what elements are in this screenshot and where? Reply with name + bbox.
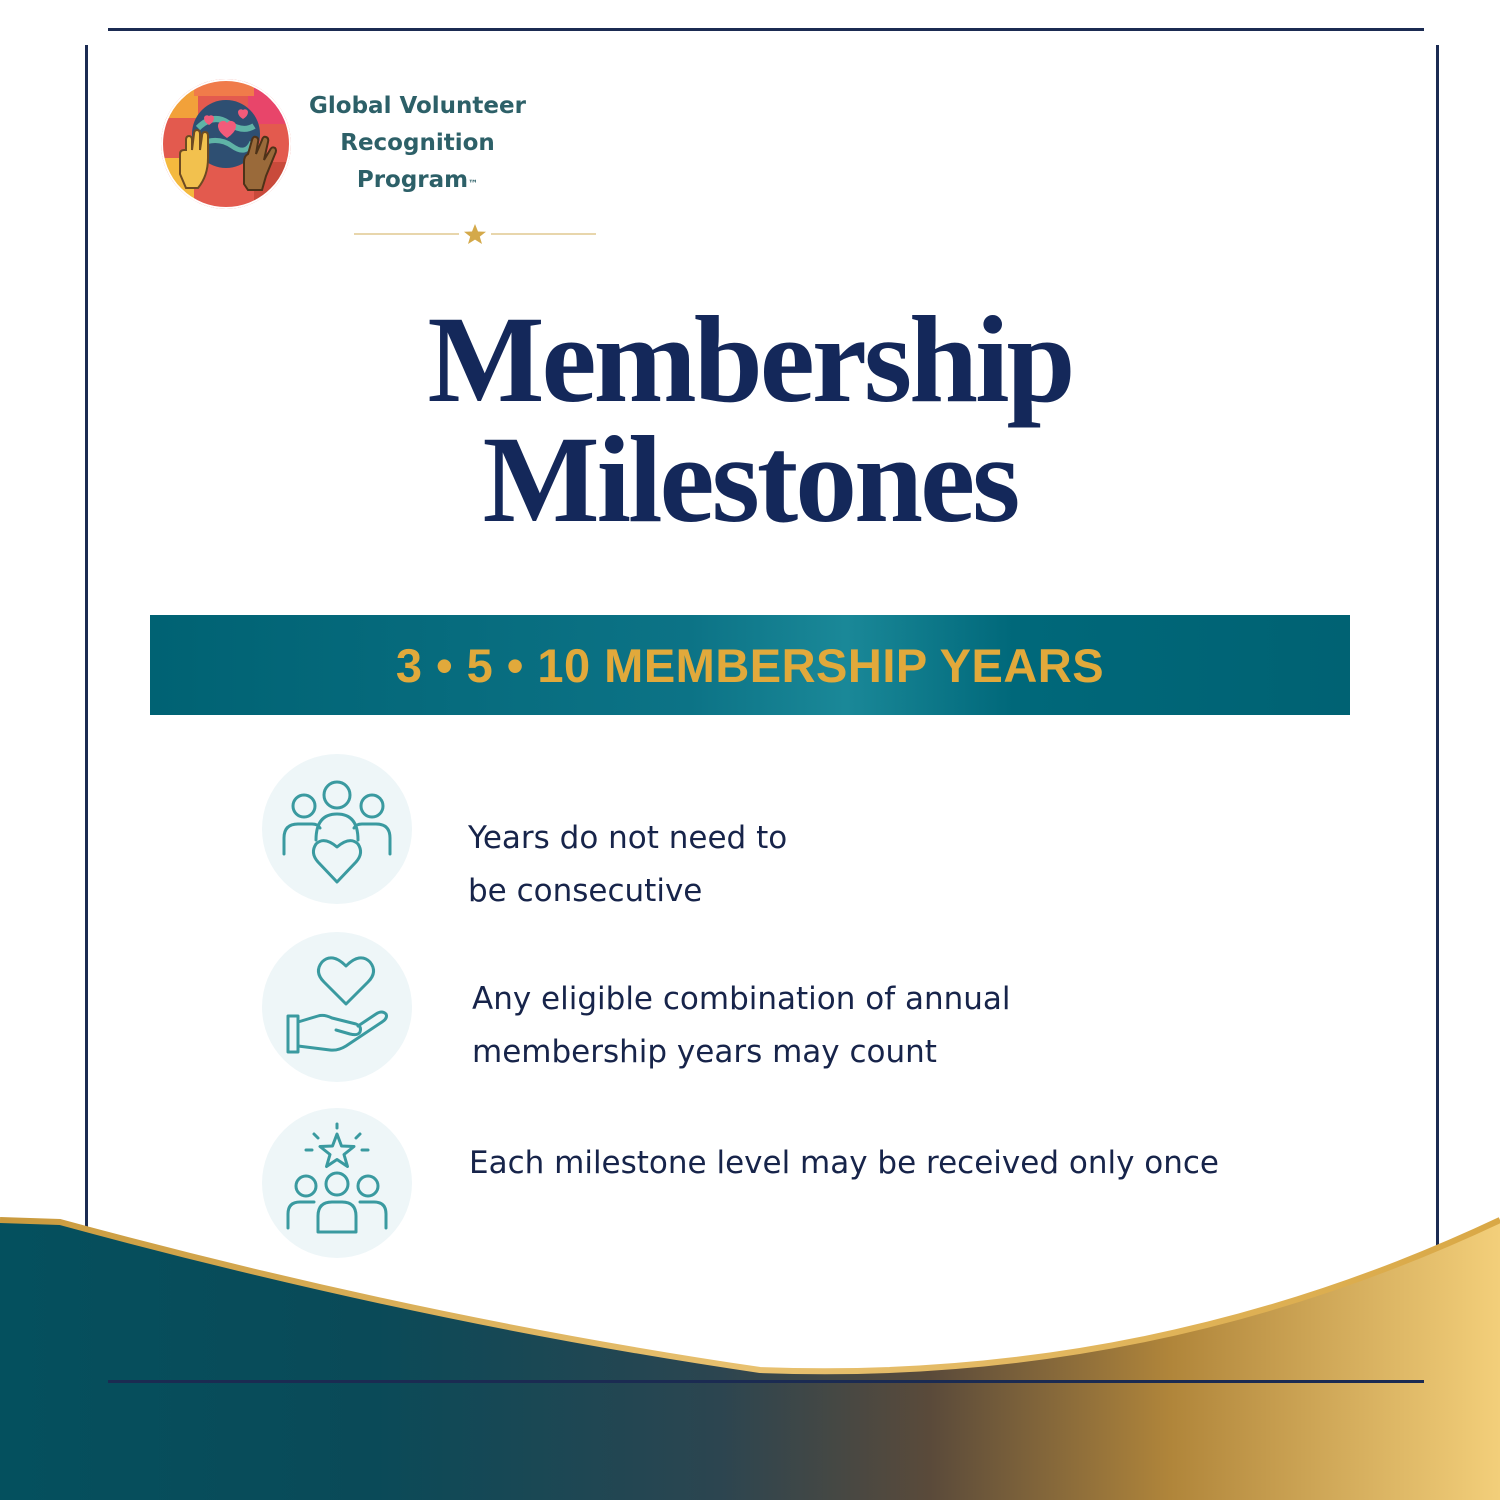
organization-name-line-1: Global Volunteer <box>309 93 526 119</box>
milestone-rule-3 <box>469 1137 1219 1190</box>
frame-right-rule <box>1436 45 1439 1255</box>
organization-name-line-3 <box>300 162 535 199</box>
page-title-line-1: Membership <box>427 291 1073 428</box>
star-icon <box>464 224 486 244</box>
milestone-rule-1-line-1: Years do not need to <box>468 820 788 856</box>
milestone-years-banner <box>150 615 1350 715</box>
page-title-line-2: Milestones <box>482 411 1018 548</box>
frame-left-rule <box>85 45 88 1255</box>
milestone-rule-1-line-2: be consecutive <box>468 873 703 909</box>
organization-name-line-3-text: Program <box>356 167 469 193</box>
organization-name-line-2: Recognition <box>340 130 495 156</box>
bottom-wave <box>0 1200 1500 1500</box>
milestone-rule-1 <box>468 812 787 918</box>
milestone-rule-3-line-1: Each milestone level may be received only once <box>469 1145 1220 1181</box>
organization-name <box>300 88 535 199</box>
globe-hands-hearts-logo <box>158 78 294 210</box>
page-title <box>0 291 1500 548</box>
milestone-rule-2 <box>472 973 1011 1079</box>
milestone-rule-2-line-1: Any eligible combination of annual <box>472 981 1011 1017</box>
star-divider <box>354 222 596 246</box>
hand-heart-icon <box>262 932 412 1082</box>
trademark-symbol: ™ <box>468 179 479 190</box>
milestone-years-banner-text: 3 • 5 • 10 MEMBERSHIP YEARS <box>395 638 1105 692</box>
group-heart-icon <box>262 754 412 904</box>
frame-top-rule <box>108 28 1424 31</box>
milestone-rule-2-line-2: membership years may count <box>472 1034 937 1070</box>
frame-bottom-rule <box>108 1380 1424 1383</box>
